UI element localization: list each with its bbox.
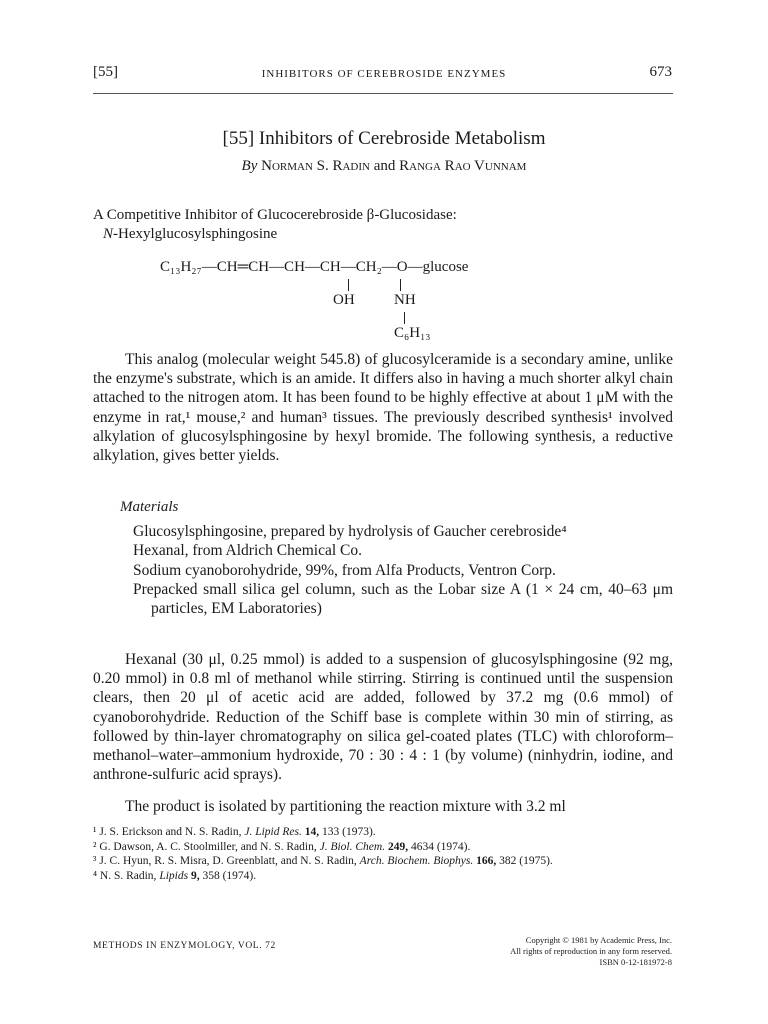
paragraph-procedure: Hexanal (30 μl, 0.25 mmol) is added to a suspension of glucosylsphingosine (92 mg, 0.20 mmol) in 0.8 ml of methanol while stirring. Stirring is continued until the suspension clears, then 20 μl of acetic acid are added, followed by 37.2 mg (0.6 mmol) of cyanoborohydride. Reduction of the Schiff base is complete within 30 min of stirring, as followed by thin-layer chromatography on silica gel-coated plates (TLC) with chloroform–methanol–water–ammonium hydroxide, 70 : 30 : 4 : 1 (by volume) (ninhydrin, iodine, and anthrone-sulfuric acid sprays).: [93, 651, 673, 784]
byline-by: By: [241, 158, 258, 174]
materials-item: Sodium cyanoborohydride, 99%, from Alfa Products, Ventron Corp.: [133, 561, 556, 579]
article-title: [55] Inhibitors of Cerebroside Metabolism: [222, 128, 546, 149]
footnote-pages: 358 (1974).: [199, 869, 257, 882]
footnote-pages: 133 (1973).: [319, 826, 376, 838]
footnotes: [93, 825, 673, 883]
section-heading-italic-n: N: [103, 226, 114, 242]
footnote-journal: Lipids: [159, 869, 189, 882]
section-heading-line2: [93, 225, 673, 244]
formula-bond-hexyl: [404, 312, 405, 324]
footnote-journal: J. Lipid Res.: [244, 826, 302, 838]
byline-and: and: [373, 158, 396, 174]
footnote-volume: 14,: [301, 826, 320, 838]
footnote-journal: Arch. Biochem. Biophys.: [359, 855, 474, 867]
formula-main-chain: C₁₃H₂₇—CH═CH—CH—CH—CH₂—O—glucose: [160, 259, 469, 275]
materials-list: [133, 522, 673, 618]
footnote: [93, 869, 673, 884]
footnote-number: ²: [93, 840, 97, 853]
formula-bond-oh: [348, 279, 349, 291]
running-head-title: INHIBITORS OF CEREBROSIDE ENZYMES: [261, 68, 507, 80]
footnote: [93, 825, 673, 840]
page-number: 673: [649, 64, 672, 80]
formula-hexyl: C₆H₁₃: [394, 325, 431, 341]
formula-bond-nh: [400, 279, 401, 291]
series-footer: METHODS IN ENZYMOLOGY, VOL. 72: [93, 941, 276, 951]
footnote-authors: G. Dawson, A. C. Stoolmiller, and N. S. Radin,: [96, 840, 320, 853]
materials-item: Prepacked small silica gel column, such as the Lobar size A (1 × 24 cm, 40–63 μm particles, EM Laboratories): [133, 580, 673, 618]
formula-oh: OH: [333, 292, 355, 308]
copyright-line: Copyright © 1981 by Academic Press, Inc.: [525, 935, 672, 945]
header-rule: [93, 93, 673, 94]
section-heading: [93, 206, 673, 244]
footnote-pages: 382 (1975).: [496, 855, 553, 867]
footnote-authors: J. S. Erickson and N. S. Radin,: [96, 826, 245, 838]
formula-nh: NH: [394, 292, 416, 308]
materials-heading: Materials: [120, 499, 179, 515]
footnote-number: ³: [93, 855, 97, 867]
section-heading-line1: A Competitive Inhibitor of Glucocerebroside β-Glucosidase:: [93, 207, 457, 223]
footnote-authors: J. C. Hyun, R. S. Misra, D. Greenblatt, and N. S. Radin,: [96, 855, 360, 867]
running-head-section: [55]: [93, 64, 118, 80]
copyright-block: [372, 935, 672, 968]
materials-item: Glucosylsphingosine, prepared by hydrolysis of Gaucher cerebroside⁴: [133, 523, 567, 540]
author-2: Ranga Rao Vunnam: [399, 158, 527, 174]
footnote-pages: 4634 (1974).: [408, 840, 471, 853]
footnote-authors: N. S. Radin,: [97, 869, 160, 882]
footnote-volume: 166,: [473, 855, 497, 867]
byline: [0, 158, 768, 175]
paragraph-intro: This analog (molecular weight 545.8) of glucosylceramide is a secondary amine, unlike the enzyme's substrate, which is an amide. It differs also in having a much shorter alkyl chain attached to the nitrogen atom. It has been found to be highly effective at about 1 μM with the enzyme in rat,¹ mouse,² and human³ tissues. The previously described synthesis¹ involved alkylation of glucosylsphingosine by hexyl bromide. The following synthesis, a reductive alkylation, gives better yields.: [93, 351, 673, 465]
footnote-number: ¹: [93, 826, 97, 838]
footnote-number: ⁴: [93, 869, 98, 882]
footnote-journal: J. Biol. Chem.: [319, 840, 386, 853]
footnote: [93, 854, 673, 869]
footnote-volume: 249,: [385, 840, 409, 853]
author-1: Norman S. Radin: [261, 158, 370, 174]
isbn-line: ISBN 0-12-181972-8: [599, 957, 672, 967]
footnote-volume: 9,: [188, 869, 200, 882]
materials-item: Hexanal, from Aldrich Chemical Co.: [133, 542, 362, 560]
paragraph-isolation: The product is isolated by partitioning the reaction mixture with 3.2 ml: [125, 798, 566, 815]
footnote: [93, 840, 673, 855]
rights-line: All rights of reproduction in any form reserved.: [510, 946, 672, 956]
section-heading-compound: -Hexylglucosylsphingosine: [113, 226, 278, 242]
